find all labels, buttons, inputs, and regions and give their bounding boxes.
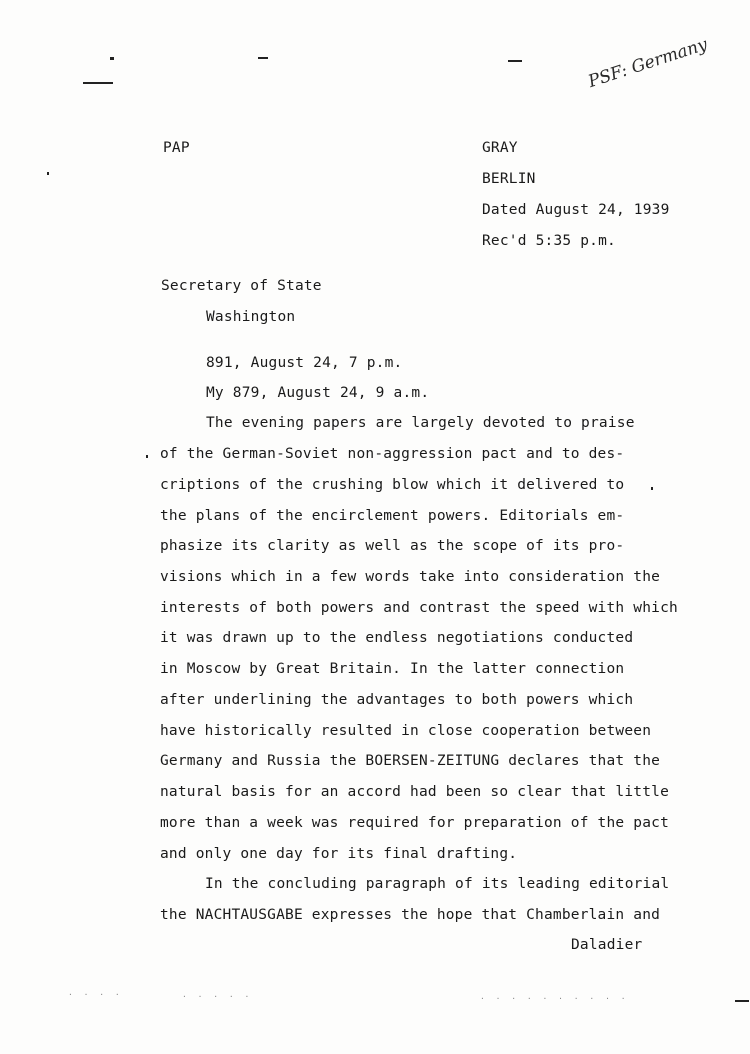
body-line: phasize its clarity as well as the scope of its pro- — [160, 538, 625, 554]
stray-mark — [258, 57, 268, 59]
body-line: after underlining the advantages to both powers which — [160, 692, 634, 708]
catchword: Daladier — [571, 937, 643, 953]
body-line: it was drawn up to the endless negotiations conducted — [160, 630, 634, 646]
body-line: natural basis for an accord had been so clear that little — [160, 784, 669, 800]
telegram-number: 891, August 24, 7 p.m. — [206, 355, 403, 371]
stray-mark — [508, 60, 522, 62]
body-line: the NACHTAUSGABE expresses the hope that Chamberlain and — [160, 907, 661, 923]
body-line: visions which in a few words take into consideration the — [160, 569, 661, 585]
body-line: interests of both powers and contrast the speed with which — [160, 600, 678, 616]
body-line: Germany and Russia the BOERSEN-ZEITUNG declares that the — [160, 753, 661, 769]
origin-city: BERLIN — [482, 171, 536, 187]
reference-telegram: My 879, August 24, 9 a.m. — [206, 385, 430, 401]
body-line: criptions of the crushing blow which it delivered to — [160, 477, 625, 493]
classification: GRAY — [482, 140, 518, 156]
stray-mark — [110, 57, 114, 60]
addressee-title: Secretary of State — [161, 278, 322, 294]
addressee-place: Washington — [206, 309, 296, 325]
body-line: the plans of the encirclement powers. Editorials em- — [160, 508, 625, 524]
body-line: have historically resulted in close cooperation between — [160, 723, 652, 739]
scan-artifact: · · · · · · · · · · — [480, 994, 629, 1003]
stray-mark — [651, 487, 653, 490]
stray-mark — [146, 455, 148, 458]
date-sent: Dated August 24, 1939 — [482, 202, 670, 218]
stray-mark — [735, 1000, 749, 1002]
body-line: and only one day for its final drafting. — [160, 846, 518, 862]
stray-mark — [47, 172, 49, 175]
routing-code: PAP — [163, 140, 190, 156]
scan-artifact: · · · · — [68, 990, 123, 999]
handwritten-annotation: PSF: Germany — [585, 34, 710, 92]
stray-mark — [83, 82, 113, 84]
body-line: more than a week was required for preparation of the pact — [160, 815, 669, 831]
body-line: In the concluding paragraph of its leading editorial — [205, 876, 670, 892]
body-line: of the German-Soviet non-aggression pact and to des- — [160, 446, 625, 462]
scan-artifact: · · · · · — [182, 992, 253, 1001]
body-line: in Moscow by Great Britain. In the latter connection — [160, 661, 625, 677]
date-received: Rec'd 5:35 p.m. — [482, 233, 616, 249]
body-line: The evening papers are largely devoted to praise — [206, 415, 635, 431]
